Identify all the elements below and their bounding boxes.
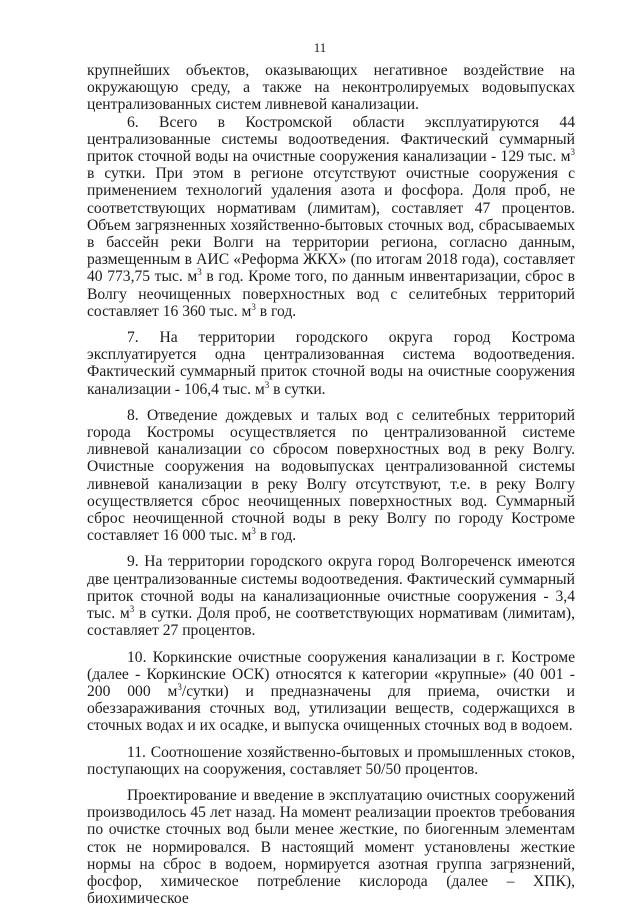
paragraph-intro [87,62,575,114]
paragraph-7 [87,329,575,398]
superscript: 3 [251,526,256,537]
superscript: 3 [570,147,575,158]
paragraph-text: 10. Коркинские очистные сооружения канализации в г. Костроме (далее - Коркинские ОСК) относятся к категории «крупные» (40 001 - 200 000 м [87,648,575,700]
superscript: 3 [129,604,135,615]
page-number: 11 [313,40,327,55]
paragraph-text: в год. Кроме того, по данным инвентаризации, сброс в Волгу неочищенных поверхностных вод с селитебных территорий составляет 16 360 тыс. м [87,268,575,320]
paragraph-text: 6. Всего в Костромской области эксплуатируются 44 централизованные системы водоотведения. Фактический суммарный приток сточной воды на очистные сооружения канализации - 129 тыс. м [87,113,575,166]
paragraph-text: 9. На территории городского округа город Волгореченск имеются две централизованные системы водоотведения. Фактический суммарный приток сточной воды на канализационные очистные сооружения - 3,4 тыс. м [87,553,575,623]
paragraph-text: 11. Соотношение хозяйственно-бытовых и промышленных стоков, поступающих на сооружения, составляет 50/50 процентов. [87,743,575,778]
paragraph-text: в год. [255,527,297,545]
superscript: 3 [251,301,256,312]
paragraph-text: в сутки. При этом в регионе отсутствуют очистные сооружения с применением технологий удаления азота и фосфора. Доля проб, не соответствующих нормативам (лимитам), составляет 47 процентов. Объем загрязненных хозяйственно-бытовых сточных вод, сбрасываемых в бассейн реки Волги на территории региона, согласно данным, размещенным в АИС «Реформа ЖКХ» (по итогам 2018 года), составляет 40 773,75 тыс. м [87,165,575,286]
superscript: 3 [264,379,270,390]
paragraph-12 [87,787,575,907]
paragraph-text: Проектирование и введение в эксплуатацию очистных сооружений производилось 45 лет назад. На момент реализации проектов требования по очистке сточных вод были менее жесткие, по биогенным элементам сток не нормировался. В настоящий момент установлены жесткие нормы на сброс в водоем, нормируется азотная группа загрязнений, фосфор, химическое потребление кислорода (далее – ХПК), биохимическое [87,786,575,907]
superscript: 3 [197,267,202,278]
paragraph-text: в сутки. [269,380,326,398]
paragraph-10 [87,649,575,735]
superscript: 3 [177,681,182,692]
paragraph-text: /сутки) и предназначены для приема, очистки и обеззараживания сточных вод, утилизации веществ, содержащихся в сточных водах и их осадке, и выпуска очищенных сточных вод в водоем. [87,682,575,735]
paragraph-text: в год. [255,302,297,320]
paragraph-text: 8. Отведение дождевых и талых вод с селитебных территорий города Костромы осуществляется по централизованной системе ливневой канализации со сбросом поверхностных вод в реку Волгу. Очистные сооружения на водовыпусках централизованной системы ливневой канализации в реку Волгу отсутствуют, т.е. в реку Волгу осуществляется сброс неочищенных поверхностных вод. Суммарный сброс неочищенной сточной воды в реку Волгу по городу Костроме составляет 16 000 тыс. м [87,406,575,545]
paragraph-text: в сутки. Доля проб, не соответствующих нормативам (лимитам), составляет 27 процентов. [87,605,575,640]
document-body [87,62,575,907]
paragraph-8 [87,407,575,545]
paragraph-text: крупнейших объектов, оказывающих негативное воздействие на окружающую среду, а также на неконтролируемых водовыпусках централизованных систем ливневой канализации. [87,62,575,114]
paragraph-text: 7. На территории городского округа город Кострома эксплуатируется одна централизованная система водоотведения. Фактический суммарный приток сточной воды на очистные сооружения канализации - 106,4 тыс. м [87,329,575,398]
paragraph-11 [87,744,575,778]
paragraph-6 [87,114,575,320]
paragraph-9 [87,553,575,639]
